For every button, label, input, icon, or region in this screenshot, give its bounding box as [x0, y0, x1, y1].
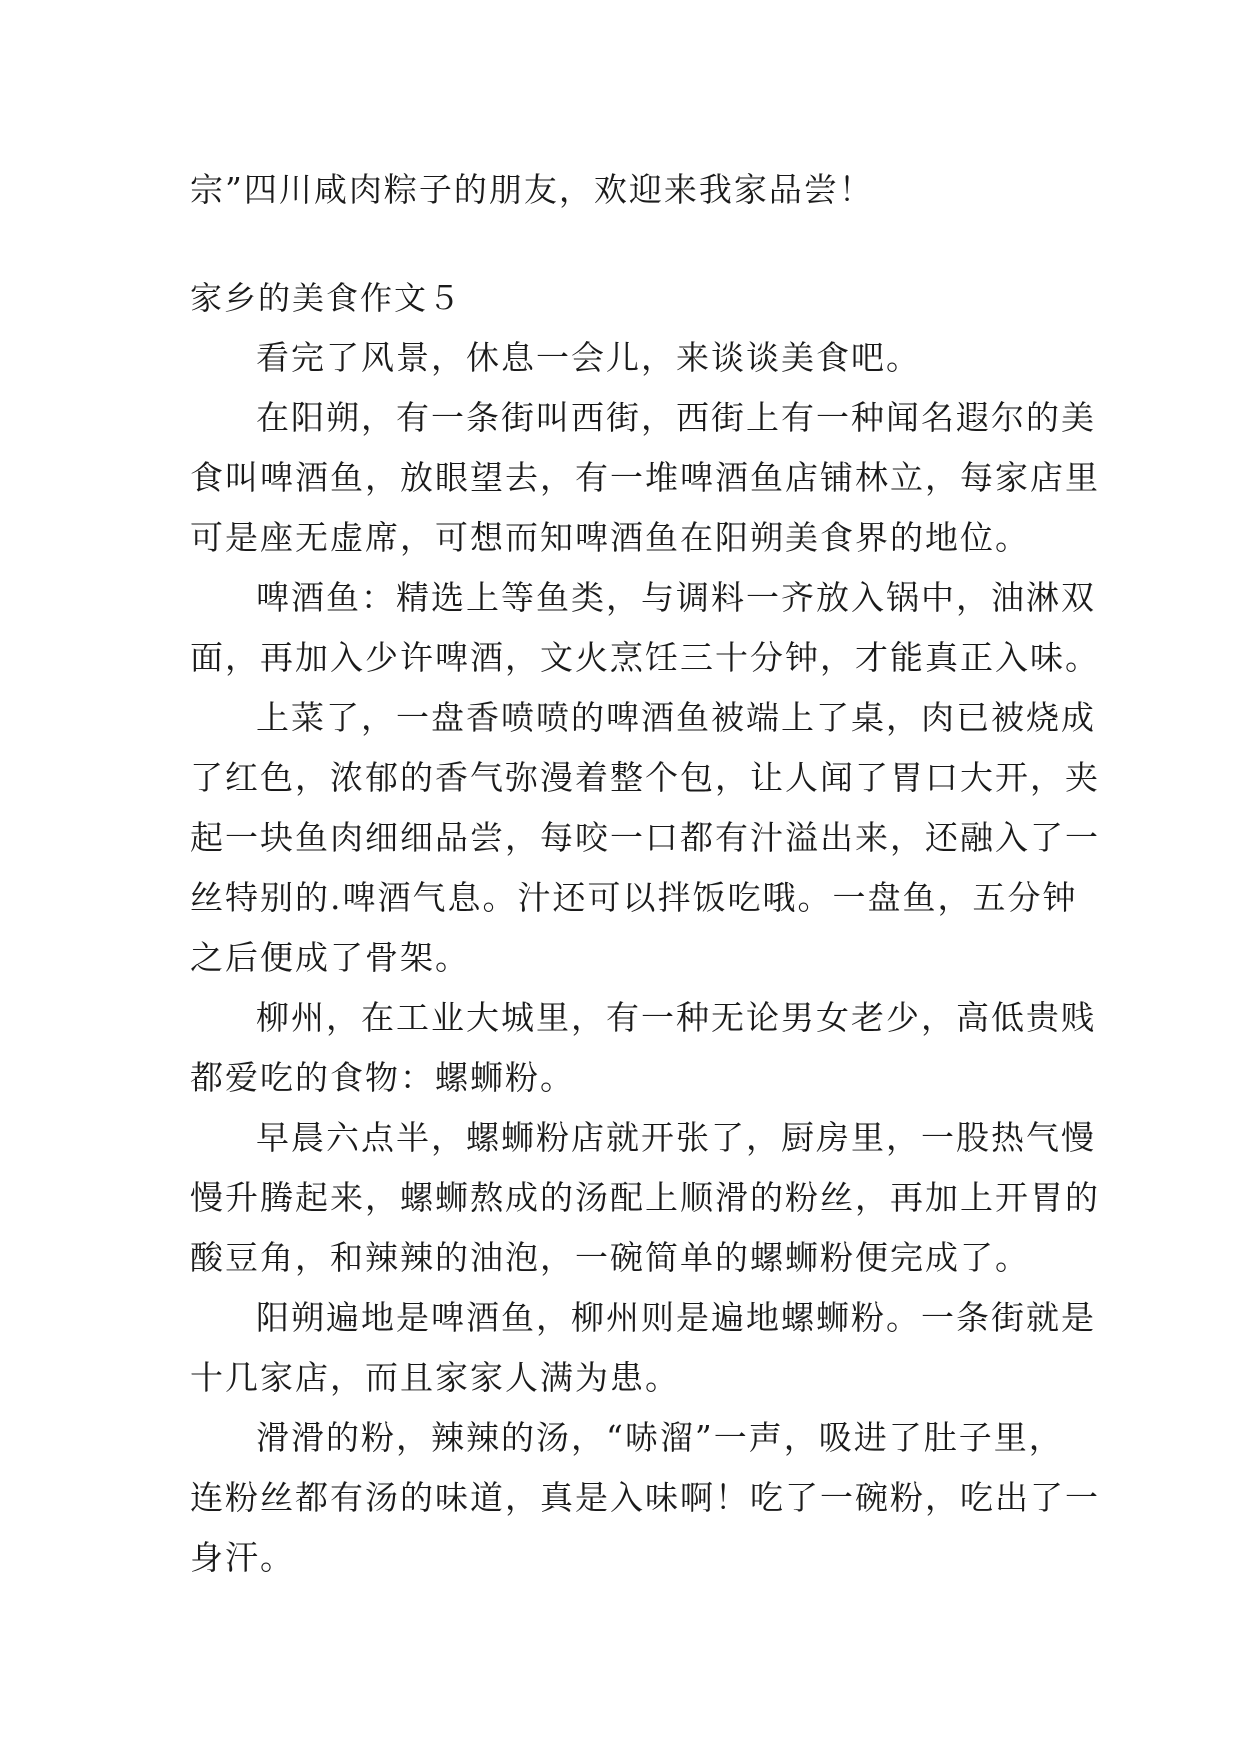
paragraph-line: 之后便成了骨架。: [190, 938, 470, 977]
section-gap: [190, 220, 1070, 268]
document-body: [190, 160, 1100, 1588]
paragraph-line: 十几家店，而且家家人满为患。: [190, 1358, 680, 1397]
paragraph-line: 都爱吃的食物：螺蛳粉。: [190, 1058, 575, 1097]
paragraph-line: 连粉丝都有汤的味道，真是入味啊！吃了一碗粉，吃出了一: [190, 1478, 1100, 1517]
paragraph-line: 柳州，在工业大城里，有一种无论男女老少，高低贵贱: [256, 998, 1096, 1037]
section-title: 家乡的美食作文５: [190, 279, 463, 317]
paragraph-line: 慢升腾起来，螺蛳熬成的汤配上顺滑的粉丝，再加上开胃的: [190, 1178, 1100, 1217]
paragraph-line: 滑滑的粉，辣辣的汤，“哧溜”一声，吸进了肚子里，: [256, 1418, 1064, 1457]
paragraph-line: 阳朔遍地是啤酒鱼，柳州则是遍地螺蛳粉。一条街就是: [256, 1298, 1096, 1337]
paragraph: [190, 988, 1096, 1108]
paragraph: [190, 688, 1100, 988]
paragraph-line: 了红色，浓郁的香气弥漫着整个包，让人闻了胃口大开，夹: [190, 758, 1100, 797]
paragraph: [190, 1108, 1100, 1288]
intro-line: 宗”四川咸肉粽子的朋友，欢迎来我家品尝！: [190, 170, 874, 209]
paragraph-line: 面，再加入少许啤酒，文火烹饪三十分钟，才能真正入味。: [190, 638, 1100, 677]
paragraph: [190, 328, 1070, 388]
paragraph-line: 啤酒鱼：精选上等鱼类，与调料一齐放入锅中，油淋双: [256, 578, 1096, 617]
paragraph-line: 在阳朔，有一条街叫西街，西街上有一种闻名遐尔的美: [256, 398, 1096, 437]
paragraph-line: 丝特别的.啤酒气息。汁还可以拌饭吃哦。一盘鱼，五分钟: [190, 878, 1078, 917]
paragraph-line: 上菜了，一盘香喷喷的啤酒鱼被端上了桌，肉已被烧成: [256, 698, 1096, 737]
paragraph: [190, 388, 1100, 568]
paragraph-line: 身汗。: [190, 1538, 295, 1577]
paragraph-line: 可是座无虚席，可想而知啤酒鱼在阳朔美食界的地位。: [190, 518, 1030, 557]
paragraph: [190, 1408, 1100, 1588]
paragraph: [190, 568, 1100, 688]
paragraph-line: 早晨六点半，螺蛳粉店就开张了，厨房里，一股热气慢: [256, 1118, 1096, 1157]
paragraph-line: 食叫啤酒鱼，放眼望去，有一堆啤酒鱼店铺林立，每家店里: [190, 458, 1100, 497]
paragraph-line: 看完了风景，休息一会儿，来谈谈美食吧。: [256, 338, 921, 377]
paragraph: [190, 1288, 1096, 1408]
paragraph-line: 起一块鱼肉细细品尝，每咬一口都有汁溢出来，还融入了一: [190, 818, 1100, 857]
paragraph-line: 酸豆角，和辣辣的油泡，一碗简单的螺蛳粉便完成了。: [190, 1238, 1030, 1277]
